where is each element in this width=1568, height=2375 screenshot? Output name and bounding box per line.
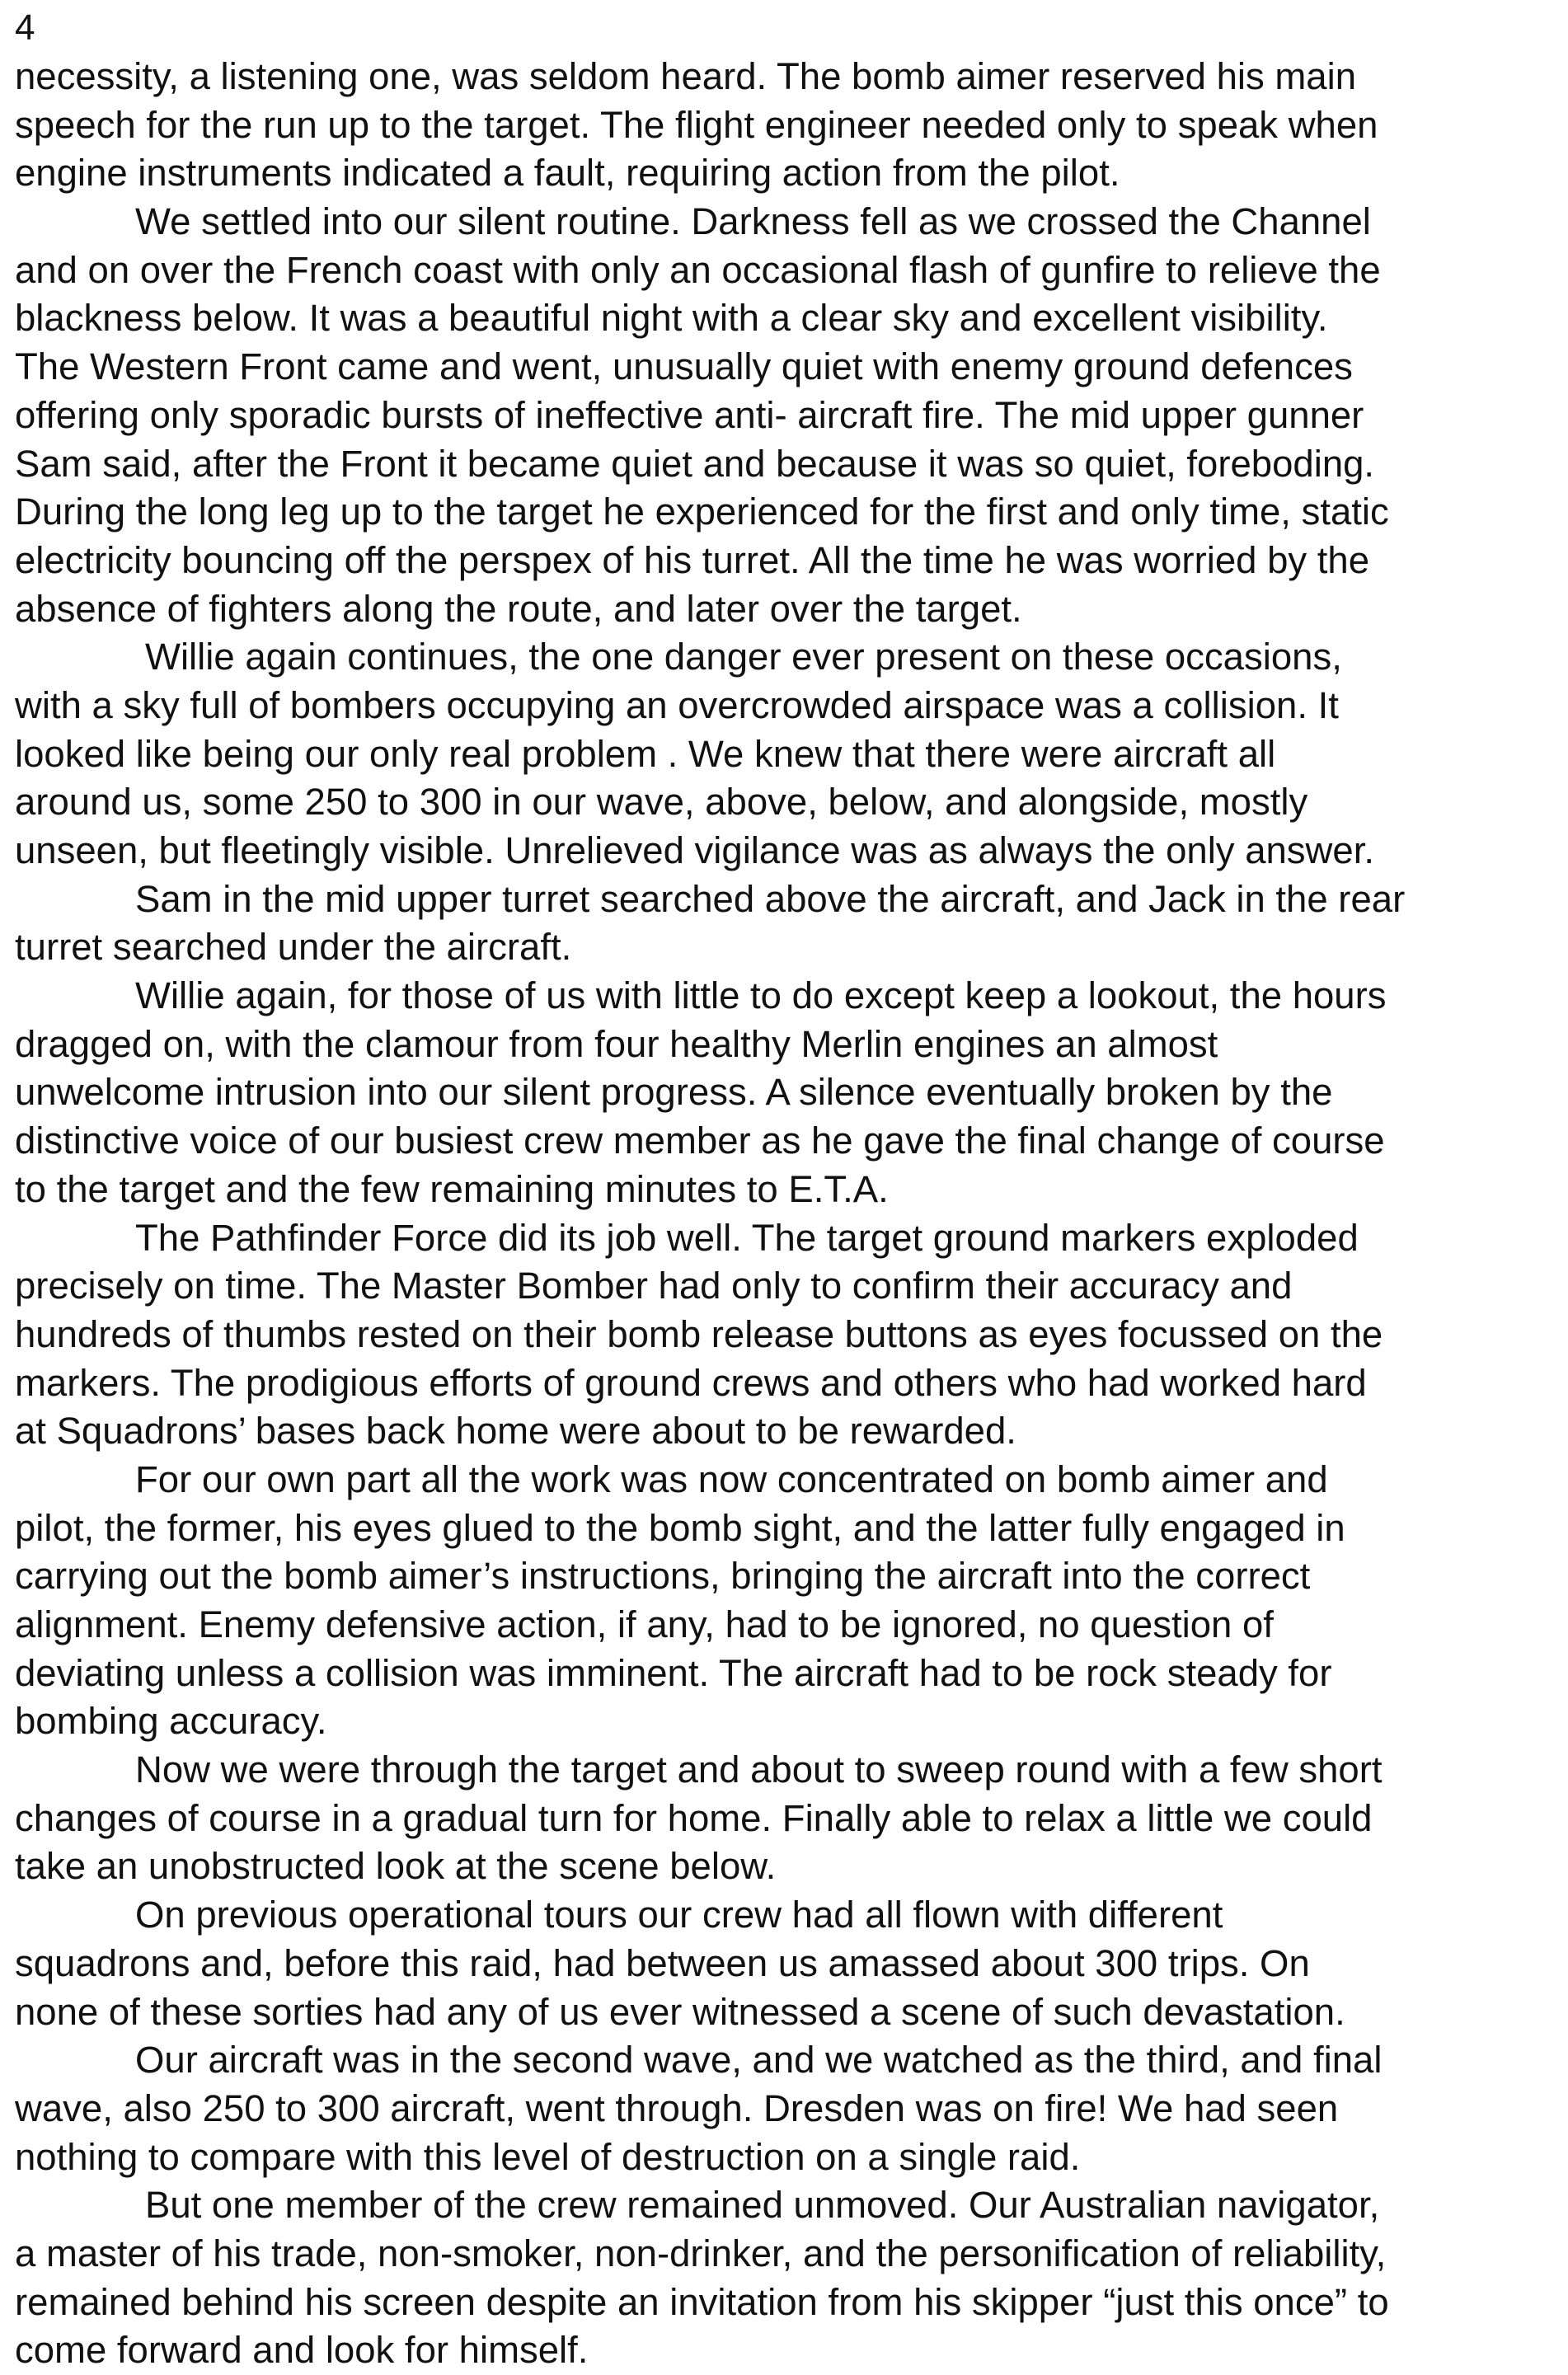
text-line: The Western Front came and went, unusually quiet with enemy ground defences: [15, 345, 1353, 388]
text-line: necessity, a listening one, was seldom heard. The bomb aimer reserved his main: [15, 55, 1357, 97]
text-line: remained behind his screen despite an invitation from his skipper “just this once” to: [15, 2280, 1389, 2323]
text-line: precisely on time. The Master Bomber had only to confirm their accuracy and: [15, 1265, 1293, 1307]
text-line: at Squadrons’ bases back home were about to be rewarded.: [15, 1410, 1016, 1453]
text-line: But one member of the crew remained unmoved. Our Australian navigator,: [145, 2184, 1380, 2227]
text-line: deviating unless a collision was imminent. The aircraft had to be rock steady for: [15, 1651, 1332, 1694]
text-line: alignment. Enemy defensive action, if any, had to be ignored, no question of: [15, 1603, 1274, 1645]
text-line: looked like being our only real problem . We knew that there were aircraft all: [15, 732, 1276, 775]
text-line: Willie again continues, the one danger ever present on these occasions,: [145, 636, 1342, 678]
text-line: offering only sporadic bursts of ineffective anti- aircraft fire. The mid upper gunner: [15, 393, 1364, 436]
text-line: turret searched under the aircraft.: [15, 926, 572, 969]
text-line: bombing accuracy.: [15, 1700, 327, 1743]
text-line: unseen, but fleetingly visible. Unrelieved vigilance was as always the only answer.: [15, 829, 1374, 871]
text-line: Willie again, for those of us with little to do except keep a lookout, the hours: [135, 974, 1387, 1017]
text-line: For our own part all the work was now concentrated on bomb aimer and: [135, 1457, 1328, 1500]
text-line: dragged on, with the clamour from four healthy Merlin engines an almost: [15, 1022, 1218, 1065]
body-text: [15, 53, 1552, 2375]
text-line: blackness below. It was a beautiful night with a clear sky and excellent visibility.: [15, 297, 1328, 340]
text-line: nothing to compare with this level of destruction on a single raid.: [15, 2135, 1081, 2178]
text-line: changes of course in a gradual turn for home. Finally able to relax a little we could: [15, 1796, 1373, 1839]
text-line: speech for the run up to the target. The flight engineer needed only to speak when: [15, 103, 1378, 146]
text-line: take an unobstructed look at the scene below.: [15, 1845, 777, 1888]
text-line: a master of his trade, non-smoker, non-drinker, and the personification of reliability,: [15, 2232, 1387, 2274]
text-line: Now we were through the target and about to sweep round with a few short: [135, 1748, 1383, 1791]
text-line: carrying out the bomb aimer’s instructions, bringing the aircraft into the correct: [15, 1555, 1311, 1598]
text-line: The Pathfinder Force did its job well. The target ground markers exploded: [135, 1216, 1359, 1259]
text-line: come forward and look for himself.: [15, 2329, 589, 2372]
text-line: none of these sorties had any of us ever witnessed a scene of such devastation.: [15, 1990, 1345, 2033]
text-line: We settled into our silent routine. Darkness fell as we crossed the Channel: [135, 200, 1371, 243]
text-line: to the target and the few remaining minutes to E.T.A.: [15, 1167, 889, 1210]
text-line: Our aircraft was in the second wave, and we watched as the third, and final: [135, 2039, 1383, 2082]
text-line: pilot, the former, his eyes glued to the bomb sight, and the latter fully engaged in: [15, 1506, 1345, 1549]
text-line: squadrons and, before this raid, had between us amassed about 300 trips. On: [15, 1941, 1310, 1984]
text-line: markers. The prodigious efforts of ground crews and others who had worked hard: [15, 1361, 1367, 1404]
text-line: electricity bouncing off the perspex of his turret. All the time he was worried by the: [15, 538, 1370, 581]
text-line: Sam said, after the Front it became quiet and because it was so quiet, foreboding.: [15, 442, 1375, 485]
text-line: unwelcome intrusion into our silent progress. A silence eventually broken by the: [15, 1071, 1333, 1114]
text-line: distinctive voice of our busiest crew member as he gave the final change of course: [15, 1119, 1385, 1162]
text-line: engine instruments indicated a fault, requiring action from the pilot.: [15, 152, 1120, 195]
text-line: Sam in the mid upper turret searched above the aircraft, and Jack in the rear: [135, 877, 1406, 920]
text-line: with a sky full of bombers occupying an overcrowded airspace was a collision. It: [15, 683, 1339, 726]
text-line: On previous operational tours our crew had all flown with different: [135, 1894, 1223, 1936]
page-number: 4: [15, 7, 35, 48]
text-line: absence of fighters along the route, and later over the target.: [15, 587, 1022, 630]
text-line: hundreds of thumbs rested on their bomb release buttons as eyes focussed on the: [15, 1312, 1383, 1355]
text-line: and on over the French coast with only an occasional flash of gunfire to relieve the: [15, 248, 1381, 291]
text-line: around us, some 250 to 300 in our wave, above, below, and alongside, mostly: [15, 781, 1308, 824]
text-line: wave, also 250 to 300 aircraft, went through. Dresden was on fire! We had seen: [15, 2086, 1339, 2129]
text-line: During the long leg up to the target he experienced for the first and only time, static: [15, 490, 1389, 533]
